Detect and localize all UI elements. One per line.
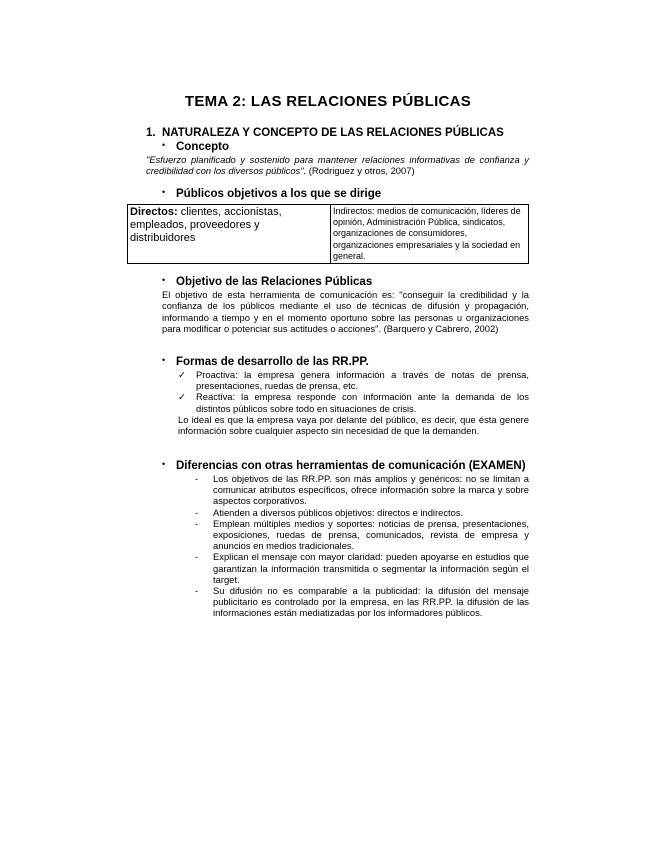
check-icon: ✓ (178, 391, 186, 403)
list-item (178, 369, 529, 392)
concepto-quote: "Esfuerzo planificado y sostenido para mantener relaciones informativas de confianza y credibilidad con los diversos públicos". (146, 154, 529, 177)
diferencias-item-text: Su difusión no es comparable a la publicidad: la difusión del mensaje publicitario es controlado por la empresa, en las RR.PP. la difusión de las informaciones están mediatizadas por los informadores públicos. (213, 585, 529, 619)
formas-note: Lo ideal es que la empresa vaya por delante del público, es decir, que ésta genere información sobre cualquier aspecto sin necesidad de que la demanden. (178, 414, 529, 437)
list-item (178, 391, 529, 414)
section-heading (146, 127, 504, 139)
publicos-heading (162, 187, 381, 200)
table-row (128, 205, 529, 264)
bullet-icon: • (162, 187, 166, 197)
list-item (195, 585, 529, 619)
list-item (195, 506, 529, 518)
objetivo-heading-text: Objetivo de las Relaciones Públicas (176, 276, 373, 288)
directos-label: Directos: (130, 206, 178, 218)
dash-marker: - (195, 585, 199, 597)
concepto-paragraph (146, 154, 529, 177)
bullet-icon: • (162, 140, 166, 150)
diferencias-item-text: Los objetivos de las RR.PP. son más amplios y genéricos: no se limitan a comunicar atributos específicos, ofrece información sobre la marca y sobre aspectos corporativos. (213, 473, 529, 507)
list-item (195, 551, 529, 585)
directos-cell (128, 205, 331, 264)
publicos-table (127, 204, 529, 264)
dash-marker: - (195, 473, 199, 484)
directos-text: clientes, accionistas, empleados, proveedores y distribuidores (130, 206, 282, 244)
diferencias-heading-text: Diferencias con otras herramientas de comunicación (EXAMEN) (176, 460, 526, 472)
section-number: 1. (146, 127, 156, 139)
indirectos-cell: Indirectos: medios de comunicación, líderes de opinión, Administración Pública, sindicatos, organizaciones de consumidores, organizaciones empresariales y la sociedad en general. (333, 206, 521, 261)
diferencias-item-text: Emplean múltiples medios y soportes: noticias de prensa, presentaciones, exposiciones, ruedas de prensa, comunicados, revista de empresa y anuncios en medios tradicionales. (213, 517, 529, 552)
concepto-heading-text: Concepto (176, 141, 230, 153)
page-title: TEMA 2: LAS RELACIONES PÚBLICAS (184, 93, 472, 110)
formas-heading (162, 355, 369, 368)
list-item (195, 473, 529, 507)
concepto-heading (162, 140, 229, 153)
dash-marker: - (195, 517, 199, 529)
objetivo-paragraph: El objetivo de esta herramienta de comunicación es: "conseguir la credibilidad y la confianza de los públicos mediante el uso de técnicas de difusión y propagación, informando a tiempo y en el momento oportuno sobre las personas u organizaciones para modificar o potenciar sus actitudes o acciones". (Barquero y Cabrero, 2002) (162, 289, 529, 335)
formas-list (178, 369, 529, 414)
diferencias-heading (162, 459, 526, 472)
concepto-citation: (Rodriguez y otros, 2007) (306, 165, 415, 177)
bullet-icon: • (162, 275, 166, 285)
formas-item-text: Reactiva: la empresa responde con información ante la demanda de los distintos públicos sobre todo en situaciones de crisis. (196, 391, 529, 414)
check-icon: ✓ (178, 369, 186, 380)
section-title: NATURALEZA Y CONCEPTO DE LAS RELACIONES PÚBLICAS (162, 127, 504, 139)
list-item (195, 517, 529, 552)
dash-marker: - (195, 551, 199, 563)
objetivo-heading (162, 275, 372, 288)
dash-marker: - (195, 506, 199, 518)
bullet-icon: • (162, 459, 166, 469)
diferencias-item-text: Atienden a diversos públicos objetivos: directos e indirectos. (213, 506, 464, 518)
formas-item-text: Proactiva: la empresa genera información a través de notas de prensa, presentaciones, ruedas de prensa, etc. (196, 369, 529, 392)
formas-heading-text: Formas de desarrollo de las RR.PP. (176, 356, 369, 368)
diferencias-list (195, 473, 529, 619)
diferencias-item-text: Explican el mensaje con mayor claridad: pueden apoyarse en estudios que garantizan la información transmitida o segmentar la información según el target. (213, 551, 529, 585)
publicos-heading-text: Públicos objetivos a los que se dirige (176, 188, 382, 200)
bullet-icon: • (162, 355, 166, 365)
